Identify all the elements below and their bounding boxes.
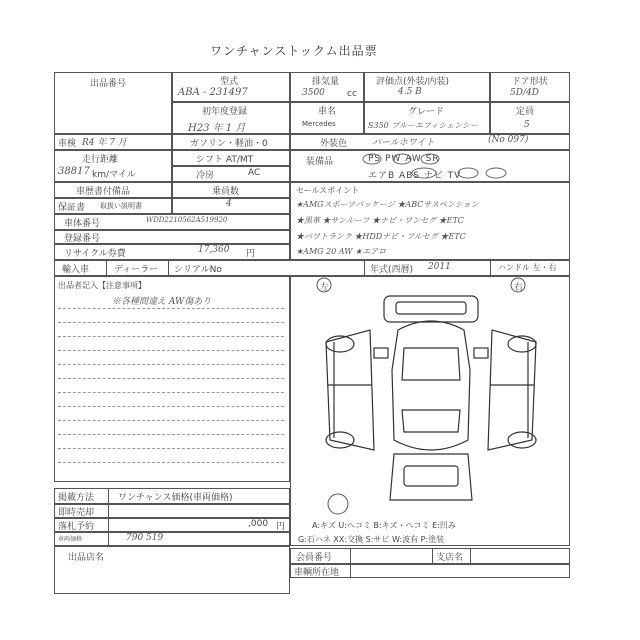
model-value: ABA - 231497 <box>178 87 248 98</box>
shift-label: シフト AT/MT <box>196 155 254 165</box>
import-divider <box>168 260 169 276</box>
capacity-value: 5 <box>524 120 530 130</box>
ac-label: 冷房 <box>196 171 215 181</box>
page-title: ワンチャンストックム出品票 <box>210 44 378 58</box>
carname-value: Mercedes <box>302 120 336 128</box>
reserve-label: 落札予約 <box>58 522 95 532</box>
diagram-right-label: 右 <box>514 283 524 293</box>
amount-unit: 円 <box>276 522 286 532</box>
method-label: 掲載方法 <box>58 493 95 503</box>
remarks-rule <box>58 420 284 421</box>
equip-circles <box>360 150 560 182</box>
item-no-label: 出品番号 <box>90 79 127 89</box>
manual-label: 取扱い説明書 <box>100 202 142 210</box>
code-label: 車両価格 <box>58 536 83 543</box>
remarks-rule <box>58 448 284 449</box>
import-divider <box>490 260 491 276</box>
remarks-rule <box>58 378 284 379</box>
ac-value: AC <box>248 168 261 178</box>
chassis-value: WDD2210562A519920 <box>146 216 228 224</box>
dealer-label: ディーラー <box>114 265 159 275</box>
grade-value: S350 ブルーエフィシェンシー <box>368 121 478 130</box>
diagram-left-label: 左 <box>320 283 330 293</box>
year-value: 2011 <box>428 262 451 272</box>
member-divider <box>432 548 433 564</box>
inspect-value: R4 年 7 月 <box>82 138 127 148</box>
displacement-value: 3500 <box>302 88 325 98</box>
code-value: 790 519 <box>126 533 164 543</box>
member-no-label: 会員番号 <box>296 553 333 563</box>
exterior-label: 外装色 <box>320 139 348 149</box>
member-divider <box>470 548 471 564</box>
door-value: 5D/4D <box>510 88 539 98</box>
recycle-label: リサイクル券費 <box>64 249 126 259</box>
fuel-label: ガソリン・軽油・0 <box>190 139 268 149</box>
import-label: 輸入車 <box>62 265 90 275</box>
inspect-label: 車検 <box>58 139 77 149</box>
year-label: 年式(西暦) <box>370 265 414 275</box>
seats-label: 乗員数 <box>212 187 240 197</box>
capacity-label: 定員 <box>516 107 535 117</box>
displacement-unit: cc <box>347 89 357 99</box>
eval-label: 評価点(外装/内装) <box>376 77 450 87</box>
sale-label: 即時売却 <box>58 508 95 518</box>
carname-label: 車名 <box>318 107 337 117</box>
first-reg-label: 初年度登録 <box>202 107 248 117</box>
remarks-rule <box>58 336 284 337</box>
equip-label: 装備品 <box>306 157 334 167</box>
sales-point-line: ★AMG 20 AW ★エアロ <box>296 247 387 256</box>
remarks-line: ※各種間違え AW傷あり <box>112 297 212 307</box>
seats-value: 4 <box>226 199 232 209</box>
serial-label: シリアルNo <box>174 265 222 275</box>
sales-point-line: ★パワトランク ★HDDナビ・フルセグ ★ETC <box>296 232 466 241</box>
remarks-rule <box>58 462 284 463</box>
color-no: (No 097) <box>488 135 529 145</box>
equip-line1: PS PW AW SR <box>368 154 440 164</box>
spare-tire-circle <box>326 492 350 516</box>
first-reg-value: H23 年 1 月 <box>188 123 246 134</box>
remarks-rule <box>58 392 284 393</box>
sales-point-line: ★AMGスポーツパッケージ ★ABCサスペンション <box>296 200 479 209</box>
remarks-rule <box>58 308 284 309</box>
remarks-rule <box>58 322 284 323</box>
car-damage-diagram <box>300 290 562 510</box>
reg-label: 登録番号 <box>64 234 101 244</box>
method-value: ワンチャンス価格(車両価格) <box>118 493 233 503</box>
remarks-rule <box>58 350 284 351</box>
branch-label: 支店名 <box>436 553 464 563</box>
ac-cell <box>172 166 290 182</box>
remarks-label: 出品者記入【注意事項】 <box>58 281 146 290</box>
chassis-label: 車体番号 <box>64 219 101 229</box>
import-divider <box>106 260 107 276</box>
sales-point-line: ★黒革 ★サンルーフ ★ナビ・ワンセグ ★ETC <box>296 216 464 225</box>
model-label: 型式 <box>220 77 239 87</box>
legend-line: G:石ハネ XX:交換 S:サビ W:波有 P:塗装 <box>298 535 445 544</box>
warranty-label: 保証書 <box>58 203 86 213</box>
eval-value: 4.5 B <box>398 87 422 97</box>
recycle-unit: 円 <box>246 249 256 259</box>
seller-label: 車歴書付備品 <box>76 187 131 197</box>
mileage-unit: km/マイル <box>92 170 136 180</box>
amount-value: ,000 <box>248 519 269 529</box>
remarks-rule <box>58 364 284 365</box>
grade-label: グレード <box>408 107 445 117</box>
sales-point-label: セールスポイント <box>296 186 360 195</box>
mileage-label: 走行距離 <box>82 155 119 165</box>
import-divider <box>364 260 365 276</box>
equip-line2: エアB ABS ナビ TV <box>368 171 462 181</box>
code-cell <box>54 532 290 546</box>
displacement-label: 排気量 <box>312 77 340 87</box>
handle-label: ハンドル 左・右 <box>498 263 557 272</box>
remarks-rule <box>58 434 284 435</box>
exterior-value: パールホワイト <box>372 138 435 148</box>
legend-line: A:キズ U:ヘコミ B:キズ・ヘコミ E:凹み <box>312 521 456 530</box>
seller-name-label: 出品店名 <box>68 553 105 563</box>
recycle-value: 17,360 <box>198 245 230 255</box>
location-label: 車輌所在地 <box>294 568 340 578</box>
door-label: ドア形状 <box>512 77 548 87</box>
remarks-rule <box>58 406 284 407</box>
mileage-value: 38817 <box>58 166 90 177</box>
